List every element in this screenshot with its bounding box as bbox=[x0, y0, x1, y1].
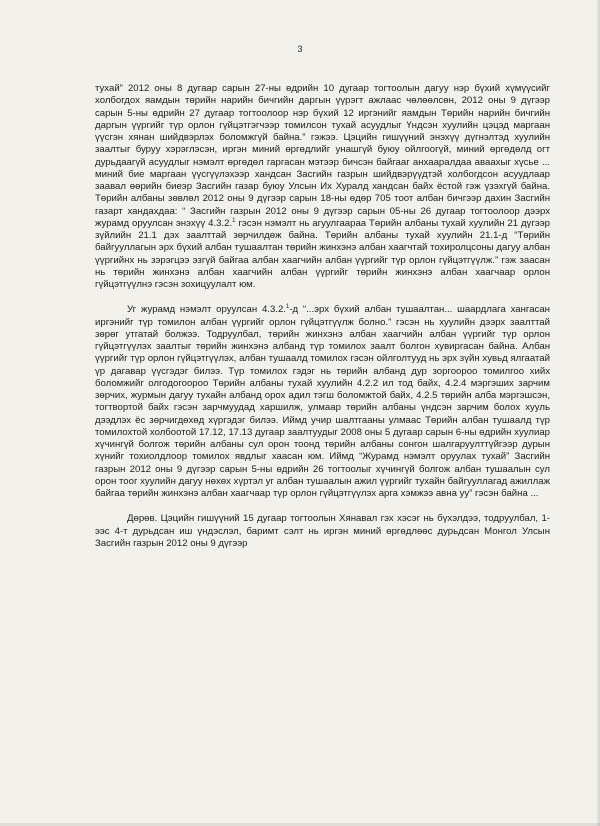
paragraph-2 bbox=[95, 304, 550, 500]
paragraph-3-text: Дөрөв. Цэцийн гишүүний 15 дугаар тогтоолын Хянавал гэх хэсэг нь бүхэлдээ, тодруулбал, 1-ээс 4-т дурьдсан иш үндэслэл, баримт сэлт нь иргэн миний өргөдлөөс дурьдсан Монгол Улсын Засгийн газрын 2012 оны 9 дүгээр bbox=[95, 513, 550, 549]
paragraph-3 bbox=[95, 513, 550, 550]
document-body bbox=[95, 83, 550, 563]
footnote-superscript: 1 bbox=[285, 304, 290, 311]
footnote-superscript: 1 bbox=[232, 217, 236, 224]
paragraph-2-text: Уг журамд нэмэлт оруулсан 4.3.2. bbox=[127, 304, 286, 316]
paragraph-1 bbox=[95, 83, 550, 291]
page-number: 3 bbox=[297, 44, 303, 54]
paragraph-1-text: тухай” 2012 оны 8 дугаар сарын 27-ны өдрийн 10 дугаар тогтоолын дагуу нэр бүхий хүмүүсийг холбогдох яамдын төрийн нарийн бичгийн даргын үүрэгт ажлаас чөлөөлсөн, 2012 оны 9 дүгээр сарын 5-ны өдрийн 27 дугаар тогтоолоор нэр бүхий 12 иргэнийг яамдын Төрийн нарийн бичгийн даргын үүргийг түр орлон гүйцэтгэгчээр томилсон тухай асуудлыг Үндсэн хуулийн цэцэд маргаан үүсгэн хянан шийдвэрлэх боломжгүй байна.” гэжээ. Цэцийн гишүүний энэхүү дүгнэлтэд хуулийн заалтыг буруу хэрэглэсэн, иргэн миний өргөдлийг унашгүй буюу ойлгоогүй, миний өргөдөлд огт дурьдаагүй асуудлыг нэмэлт өргөдөл гаргасан мэтээр бичсэн байгааг анхааралдаа аваахыг хүсье ... миний бие маргаан үүсгүүлэхээр хандсан Засгийн газрын шийдвэрүүдтэй холбогдсон асуудлаар заавал өөрийн биеэр Засгийн газар буюу Улсын Их Хуралд хандсан байх ёстой гэж үзэхгүй байна. Төрийн албаны зөвлөл 2012 оны 9 дүгээр сарын 18-ны өдөр 705 тоот албан бичгээр дахин Засгийн газарт хандахдаа: “ Засгийн газрын 2012 оны 9 дүгээр сарын 05-ны 26 дугаар тогтоолоор дээрх журамд оруулсан энэхүү 4.3.2. bbox=[95, 83, 550, 229]
paragraph-2-text-continued: -д “...эрх бүхий албан тушаалтан... шаардлага хангасан иргэнийг түр томилон албан үүргийг орлон гүйцэтгүүлж болно.” гэсэн нь хуулийн дээрх заалттай зөрөг утгатай болжээ. Тодруулбал, төрийн жинхэнэ албан хаагчийн албан үүргийг түр орлон гүйцэтгүүлэх заалтыг төрийн жинхэнэ албанд түр томилох заалт болгон хувиргасан байна. Албан үүргийг түр орлон гүйцэтгүүлэх, албан тушаалд томилох гэсэн ойлголтууд нь эрх зүйн хувьд ялгаатай үр дагавар үүсгэдэг билээ. Түр томилох гэдэг нь төрийн албанд дур зоргоороо томилгоо хийх боломжийг олгодогоороо Төрийн албаны тухай хуулийн 4.2.2 ил тод байх, 4.2.4 мэргэших зарчим зөрчих, журмын дагуу тухайн албанд орох адил тэгш боломжтой байх, 4.2.5 төрийн алба мэргэшсэн, тогтвортой байх гэсэн зарчмуудад харшилж, улмаар төрийн албаны үндсэн зарчим болох хууль дээдлэх ёс зөрчигдөхөд хүргэдэг билээ. Иймд учир шалтгааны улмаас Төрийн албан тушаалд түр томилохтой холбоотой 17.12, 17.13 дугаар заалтуудыг 2008 оны 5 дугаар сарын 6-ны өдрийн хуулиар хүчингүй болгож төрийн албаны сул орон тоонд төрийн албаны сонгон шалгаруулттүйгээр дурын хүнийг тохиолдлоор томилох явдлыг хаасан юм. Иймд “Журамд нэмэлт оруулах тухай” Засгийн газрын 2012 оны 9 дүгээр сарын 5-ны өдрийн 26 тогтоолыг хүчингүй болгож албан тушаалын сул орон тоог хуулийн дагуу нөхөх хүртэл уг албан тушаалын ажил үүргийг тухайн байгууллагад ажиллаж байгаа төрийн жинхэнэ албан хаагчаар түр орлон гүйцэтгүүлэх арга хэмжээ авна уу” гэсэн байна ... bbox=[95, 304, 550, 499]
scan-shadow-right bbox=[596, 0, 600, 826]
paragraph-1-text-continued: гэсэн нэмэлт нь агуулгаараа Төрийн албаны тухай хуулийн 21 дүгээр зүйлийн 21.1 дэх заалттай зөрчилдөж байна. Төрийн албаны тухай хуулийн 21.1-д “Төрийн байгууллагын эрх бүхий албан тушаалтан төрийн жинхэнэ албан хаагчтай тохиролцсоны дагуу албан үүргийнх нь зэрэгцээ эзгүй байгаа албан хаагчийн албан үүргийг түр орлон гүйцэтгүүлж.” гэж заасан нь төрийн жинхэнэ албан хаагчийн албан үүргийг төрийн жинхэнэ албан хаагчаар орлон гүйцэтгүүлнэ гэсэн зохицуулалт юм. bbox=[95, 217, 550, 290]
